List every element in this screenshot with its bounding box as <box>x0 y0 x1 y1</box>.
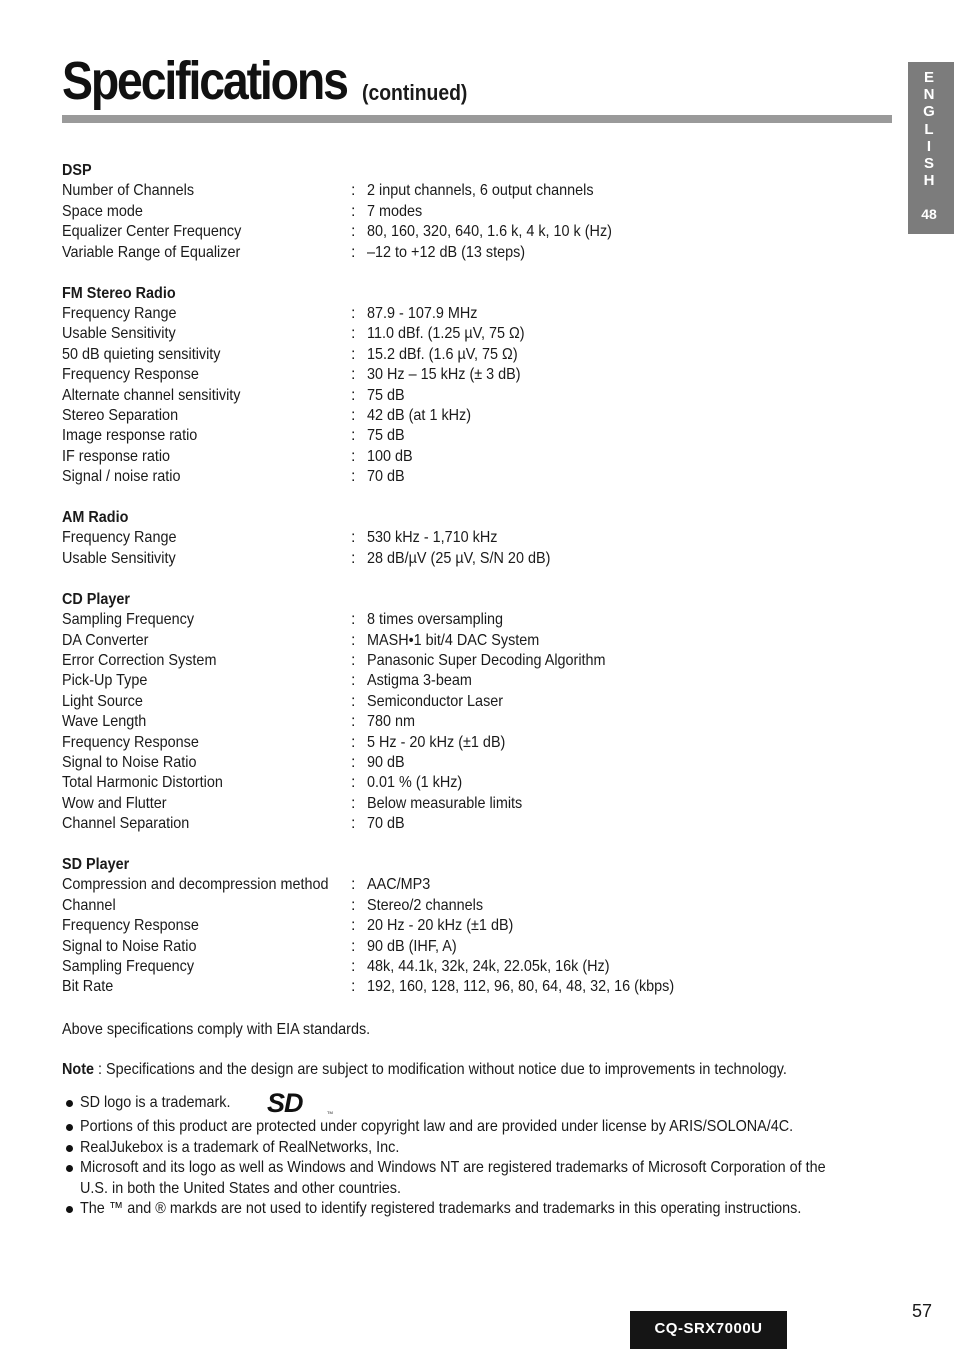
spec-row <box>62 406 882 426</box>
spec-value: 7 modes <box>367 202 423 220</box>
spec-row <box>62 896 882 916</box>
model-badge: CQ-SRX7000U <box>630 1311 787 1349</box>
spec-label: Frequency Range <box>62 304 177 322</box>
sd-logo-icon <box>266 1089 336 1115</box>
section-heading: DSP <box>62 162 92 179</box>
spec-separator: : <box>351 937 356 955</box>
sd-logo-swoosh <box>306 1098 330 1105</box>
spec-value: 30 Hz – 15 kHz (± 3 dB) <box>367 366 521 384</box>
spec-row <box>62 549 882 569</box>
spec-separator: : <box>351 631 356 649</box>
spec-value: 192, 160, 128, 112, 96, 80, 64, 48, 32, 16 (kbps) <box>367 978 675 996</box>
spec-label: Wow and Flutter <box>62 794 167 812</box>
bullet-dot <box>66 1145 73 1152</box>
spec-label: Wave Length <box>62 713 147 731</box>
spec-row <box>62 977 882 997</box>
spec-label: Frequency Range <box>62 529 177 547</box>
spec-separator: : <box>351 529 356 547</box>
spec-value: Stereo/2 channels <box>367 896 484 914</box>
spec-separator: : <box>351 182 356 200</box>
spec-label: Equalizer Center Frequency <box>62 223 242 241</box>
spec-separator: : <box>351 917 356 935</box>
spec-row <box>62 875 882 895</box>
spec-row <box>62 814 882 834</box>
language-letter: E <box>923 69 934 86</box>
spec-separator: : <box>351 406 356 424</box>
spec-label: Signal to Noise Ratio <box>62 937 197 955</box>
language-letter: I <box>926 137 932 155</box>
section-gap <box>62 835 882 856</box>
spec-label: 50 dB quieting sensitivity <box>62 345 221 363</box>
spec-label: Image response ratio <box>62 427 198 445</box>
note-label: Note <box>62 1061 95 1078</box>
spec-row <box>62 671 882 691</box>
spec-separator: : <box>351 896 356 914</box>
bullet-dot <box>66 1206 73 1213</box>
spec-value: MASH•1 bit/4 DAC System <box>367 631 540 649</box>
spec-value: 15.2 dBf. (1.6 µV, 75 Ω) <box>367 345 518 363</box>
spec-value: 70 dB <box>367 468 405 486</box>
spec-label: Pick-Up Type <box>62 672 148 690</box>
spec-row <box>62 610 882 630</box>
spec-separator: : <box>351 243 356 261</box>
bullet-text: Portions of this product are protected under copyright law and are provided under license by ARIS/SOLONA/4C. <box>80 1118 794 1136</box>
spec-value: 530 kHz - 1,710 kHz <box>367 529 498 547</box>
spec-label: Sampling Frequency <box>62 958 195 976</box>
section-gap <box>62 263 882 284</box>
spec-label: Usable Sensitivity <box>62 325 176 343</box>
spec-label: Variable Range of Equalizer <box>62 243 241 261</box>
spec-value: 75 dB <box>367 427 405 445</box>
spec-separator: : <box>351 815 356 833</box>
section-gap <box>62 569 882 590</box>
spec-value: Semiconductor Laser <box>367 692 504 710</box>
spec-separator: : <box>351 713 356 731</box>
spec-row <box>62 692 882 712</box>
spec-value: Astigma 3-beam <box>367 672 472 690</box>
sd-logo-tm: TM <box>327 1110 333 1115</box>
spec-value: 80, 160, 320, 640, 1.6 k, 4 k, 10 k (Hz) <box>367 223 612 241</box>
bullet-text: The ™ and ® markds are not used to identify registered trademarks and trademarks in this operating instructions. <box>80 1200 802 1218</box>
spec-separator: : <box>351 325 356 343</box>
spec-value: 28 dB/µV (25 µV, S/N 20 dB) <box>367 549 551 567</box>
spec-separator: : <box>351 958 356 976</box>
spec-separator: : <box>351 672 356 690</box>
spec-label: DA Converter <box>62 631 149 649</box>
page-title <box>62 50 468 112</box>
spec-row <box>62 386 882 406</box>
spec-row <box>62 324 882 344</box>
spec-value: Panasonic Super Decoding Algorithm <box>367 651 606 669</box>
section-gap <box>62 487 882 508</box>
spec-separator: : <box>351 611 356 629</box>
spec-value: 100 dB <box>367 447 413 465</box>
specifications-list <box>62 161 882 998</box>
spec-row <box>62 794 882 814</box>
spec-label: Stereo Separation <box>62 406 179 424</box>
bullet-item <box>62 1158 954 1199</box>
language-letter: S <box>923 155 934 173</box>
bullet-item <box>62 1093 954 1113</box>
note-text: : Specifications and the design are subject to modification without notice due to improvements in technology. <box>94 1061 787 1078</box>
spec-label: Channel <box>62 896 116 914</box>
spec-row <box>62 773 882 793</box>
spec-label: Space mode <box>62 202 143 220</box>
spec-row <box>62 651 882 671</box>
bullet-text: Microsoft and its logo as well as Windows and Windows NT are registered trademarks of Microsoft Corporation of the <box>80 1159 826 1177</box>
sd-logo-text: SD <box>267 1089 303 1115</box>
spec-row <box>62 345 882 365</box>
spec-separator: : <box>351 386 356 404</box>
spec-value: 48k, 44.1k, 32k, 24k, 22.05k, 16k (Hz) <box>367 958 610 976</box>
title-main: Specifications <box>62 51 347 111</box>
spec-separator: : <box>351 366 356 384</box>
spec-value: AAC/MP3 <box>367 876 431 894</box>
language-tab <box>908 62 954 234</box>
language-letter: L <box>924 120 934 138</box>
spec-value: 0.01 % (1 kHz) <box>367 774 463 792</box>
note-paragraph <box>62 1060 787 1080</box>
spec-value: 8 times oversampling <box>367 611 504 629</box>
spec-value: 70 dB <box>367 815 405 833</box>
spec-label: Frequency Response <box>62 917 199 935</box>
spec-row <box>62 447 882 467</box>
spec-separator: : <box>351 876 356 894</box>
spec-row <box>62 937 882 957</box>
spec-row <box>62 753 882 773</box>
spec-separator: : <box>351 468 356 486</box>
trademark-list <box>62 1093 954 1219</box>
spec-separator: : <box>351 549 356 567</box>
spec-value: 780 nm <box>367 713 416 731</box>
spec-row <box>62 528 882 548</box>
spec-value: Below measurable limits <box>367 794 523 812</box>
language-letter: N <box>923 86 935 104</box>
spec-separator: : <box>351 427 356 445</box>
spec-separator: : <box>351 753 356 771</box>
spec-separator: : <box>351 774 356 792</box>
bullet-text: SD logo is a trademark. <box>80 1094 231 1111</box>
spec-label: Frequency Response <box>62 733 199 751</box>
bullet-dot <box>66 1165 73 1172</box>
compliance-text: Above specifications comply with EIA standards. <box>62 1021 371 1038</box>
title-subtitle: (continued) <box>362 80 468 105</box>
bullet-item <box>62 1199 954 1219</box>
language-tab-number: 48 <box>921 206 937 222</box>
title-rule <box>62 115 892 123</box>
spec-row <box>62 733 882 753</box>
bullet-text-continued: U.S. in both the United States and other countries. <box>80 1179 401 1197</box>
spec-value: –12 to +12 dB (13 steps) <box>367 243 526 261</box>
spec-value: 20 Hz - 20 kHz (±1 dB) <box>367 917 514 935</box>
section-heading: AM Radio <box>62 509 129 527</box>
bullet-dot <box>66 1124 73 1131</box>
spec-label: Alternate channel sensitivity <box>62 386 241 404</box>
spec-label: Error Correction System <box>62 651 217 669</box>
spec-row <box>62 222 882 242</box>
spec-value: 5 Hz - 20 kHz (±1 dB) <box>367 733 506 751</box>
spec-separator: : <box>351 794 356 812</box>
spec-value: 11.0 dBf. (1.25 µV, 75 Ω) <box>367 325 525 343</box>
spec-label: Channel Separation <box>62 815 190 833</box>
spec-value: 90 dB <box>367 753 405 771</box>
spec-row <box>62 202 882 222</box>
spec-separator: : <box>351 447 356 465</box>
spec-row <box>62 181 882 201</box>
spec-separator: : <box>351 202 356 220</box>
spec-separator: : <box>351 733 356 751</box>
spec-row <box>62 243 882 263</box>
spec-row <box>62 916 882 936</box>
spec-value: 90 dB (IHF, A) <box>367 937 457 955</box>
spec-row <box>62 631 882 651</box>
spec-label: IF response ratio <box>62 447 171 465</box>
spec-label: Usable Sensitivity <box>62 549 176 567</box>
section-heading: FM Stereo Radio <box>62 284 176 302</box>
spec-value: 2 input channels, 6 output channels <box>367 182 594 200</box>
bullet-item <box>62 1138 954 1158</box>
spec-value: 75 dB <box>367 386 405 404</box>
spec-value: 42 dB (at 1 kHz) <box>367 406 472 424</box>
bullet-dot <box>66 1100 73 1107</box>
spec-separator: : <box>351 651 356 669</box>
spec-row <box>62 304 882 324</box>
spec-row <box>62 365 882 385</box>
spec-label: Signal / noise ratio <box>62 468 181 486</box>
spec-label: Signal to Noise Ratio <box>62 753 197 771</box>
spec-separator: : <box>351 223 356 241</box>
spec-separator: : <box>351 304 356 322</box>
language-letter: H <box>923 172 935 190</box>
language-letter: G <box>923 103 935 121</box>
spec-row <box>62 712 882 732</box>
spec-label: Number of Channels <box>62 182 195 200</box>
spec-row <box>62 467 882 487</box>
spec-label: Total Harmonic Distortion <box>62 774 223 792</box>
bullet-item <box>62 1117 954 1137</box>
spec-label: Compression and decompression method <box>62 876 329 894</box>
bullet-text: RealJukebox is a trademark of RealNetworks, Inc. <box>80 1138 400 1156</box>
section-heading: CD Player <box>62 590 131 608</box>
language-letters <box>908 69 950 189</box>
spec-label: Sampling Frequency <box>62 611 195 629</box>
spec-separator: : <box>351 692 356 710</box>
spec-separator: : <box>351 978 356 996</box>
spec-value: 87.9 - 107.9 MHz <box>367 304 478 322</box>
spec-row <box>62 426 882 446</box>
section-heading: SD Player <box>62 856 130 874</box>
page-number: 57 <box>912 1301 933 1321</box>
spec-label: Light Source <box>62 692 143 710</box>
spec-label: Frequency Response <box>62 366 199 384</box>
spec-label: Bit Rate <box>62 978 114 996</box>
spec-row <box>62 957 882 977</box>
spec-separator: : <box>351 345 356 363</box>
